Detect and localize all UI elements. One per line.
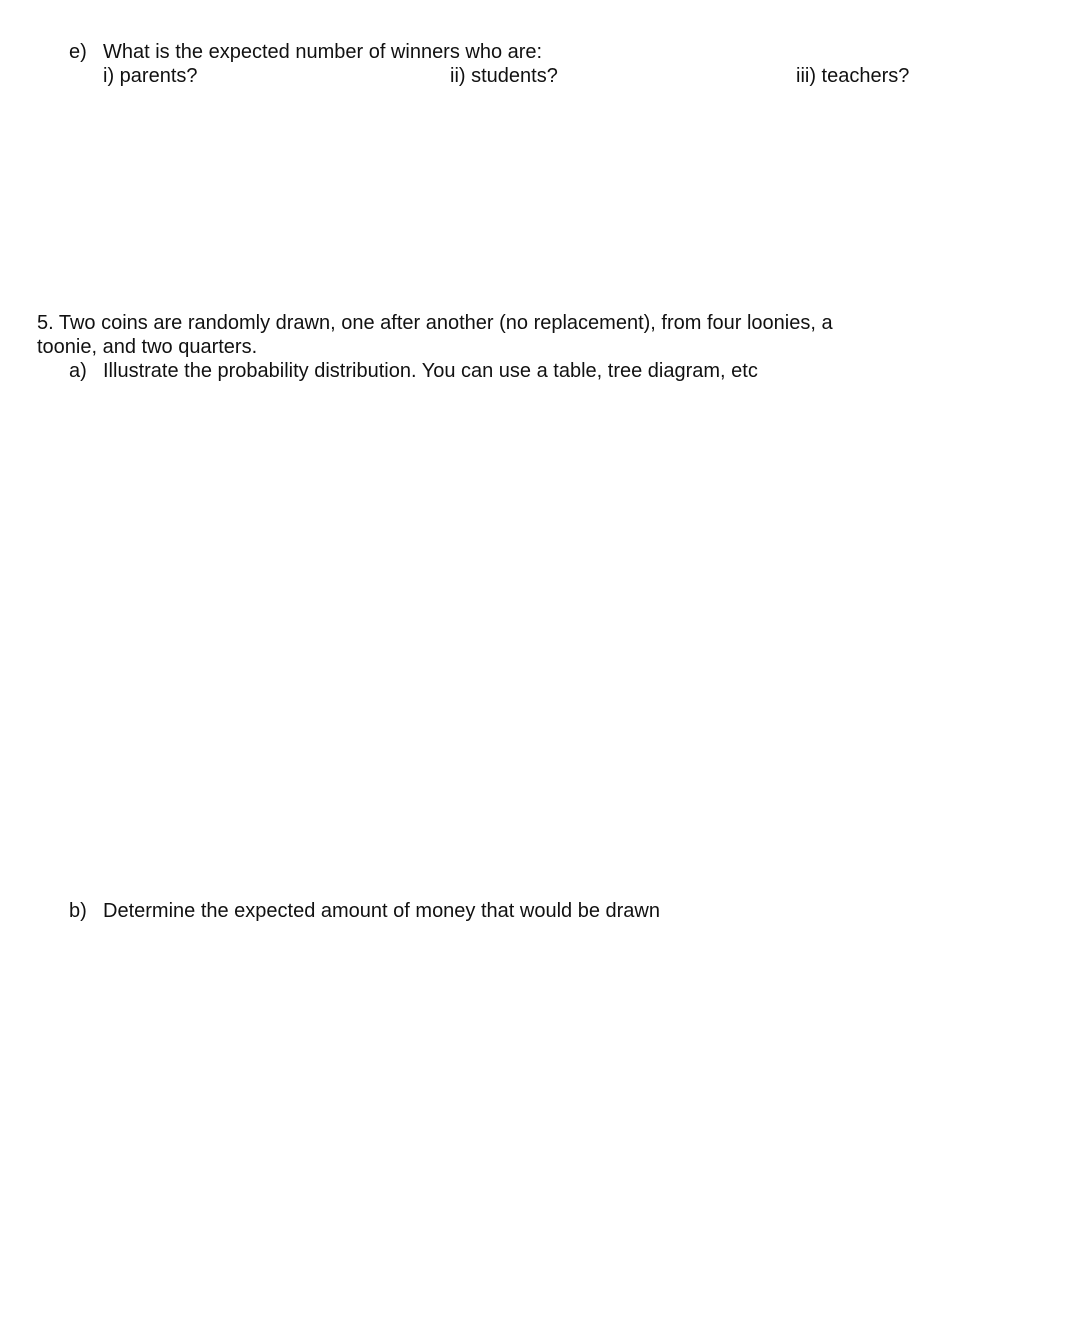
part-b-text: Determine the expected amount of money that would be drawn — [103, 900, 660, 922]
part-a-text: Illustrate the probability distribution. You can use a table, tree diagram, etc — [103, 360, 758, 382]
part-e-sub-iii: iii) teachers? — [796, 65, 910, 87]
part-e-question: What is the expected number of winners who are: — [103, 41, 543, 63]
question-5-line-1: 5. Two coins are randomly drawn, one after another (no replacement), from four loonies, a — [37, 312, 833, 334]
part-a-label: a) — [69, 360, 87, 382]
part-e-sub-ii: ii) students? — [450, 65, 558, 87]
part-b-label: b) — [69, 900, 87, 922]
part-e-sub-i: i) parents? — [103, 65, 198, 87]
part-e-label: e) — [69, 41, 87, 63]
question-5-line-2: toonie, and two quarters. — [37, 336, 258, 358]
